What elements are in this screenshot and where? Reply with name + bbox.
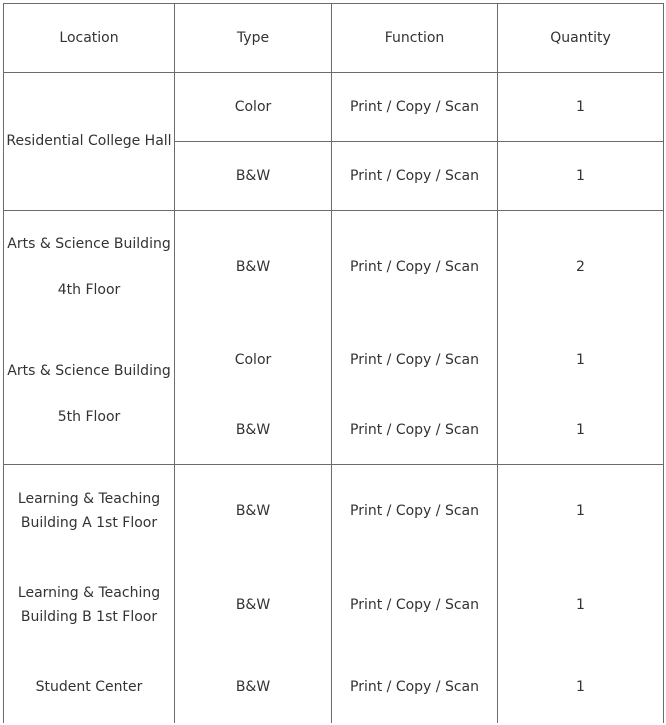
header-quantity: Quantity (498, 4, 664, 73)
table-row (4, 559, 664, 653)
quantity-cell: 1 (498, 397, 664, 465)
quantity-cell: 1 (498, 325, 664, 397)
table-row (4, 653, 664, 723)
location-name: Residential College Hall (6, 133, 172, 150)
location-name: Student Center (35, 679, 143, 696)
type-cell: Color (175, 325, 332, 397)
function-cell: Print / Copy / Scan (332, 465, 498, 559)
table-row (4, 325, 664, 397)
function-cell: Print / Copy / Scan (332, 653, 498, 723)
location-cell (4, 559, 175, 653)
quantity-cell: 1 (498, 465, 664, 559)
function-cell: Print / Copy / Scan (332, 211, 498, 325)
location-name: Learning & Teaching (17, 491, 161, 508)
location-floor: 4th Floor (57, 282, 121, 299)
quantity-cell: 1 (498, 653, 664, 723)
table-row (4, 465, 664, 559)
type-cell: B&W (175, 653, 332, 723)
quantity-cell: 1 (498, 73, 664, 142)
function-cell: Print / Copy / Scan (332, 73, 498, 142)
location-cell (4, 465, 175, 559)
type-cell: B&W (175, 559, 332, 653)
type-cell: B&W (175, 465, 332, 559)
header-location: Location (4, 4, 175, 73)
type-cell: Color (175, 73, 332, 142)
function-cell: Print / Copy / Scan (332, 142, 498, 211)
function-cell: Print / Copy / Scan (332, 397, 498, 465)
location-name: Arts & Science Building (7, 236, 171, 253)
type-cell: B&W (175, 211, 332, 325)
printer-location-table (3, 3, 664, 723)
function-cell: Print / Copy / Scan (332, 559, 498, 653)
table-row (4, 211, 664, 325)
function-cell: Print / Copy / Scan (332, 325, 498, 397)
location-floor: Building B 1st Floor (20, 609, 158, 625)
location-name: Arts & Science Building (7, 362, 171, 379)
location-cell (4, 653, 175, 723)
header-function: Function (332, 4, 498, 73)
location-cell (4, 73, 175, 211)
quantity-cell: 1 (498, 559, 664, 653)
location-floor: Building A 1st Floor (20, 515, 158, 532)
type-cell: B&W (175, 142, 332, 211)
location-cell (4, 325, 175, 465)
type-cell: B&W (175, 397, 332, 465)
location-floor: 5th Floor (57, 408, 121, 425)
quantity-cell: 1 (498, 142, 664, 211)
table-row (4, 73, 664, 142)
location-name: Learning & Teaching (17, 585, 161, 602)
header-row (4, 4, 664, 73)
header-type: Type (175, 4, 332, 73)
quantity-cell: 2 (498, 211, 664, 325)
location-cell (4, 211, 175, 325)
